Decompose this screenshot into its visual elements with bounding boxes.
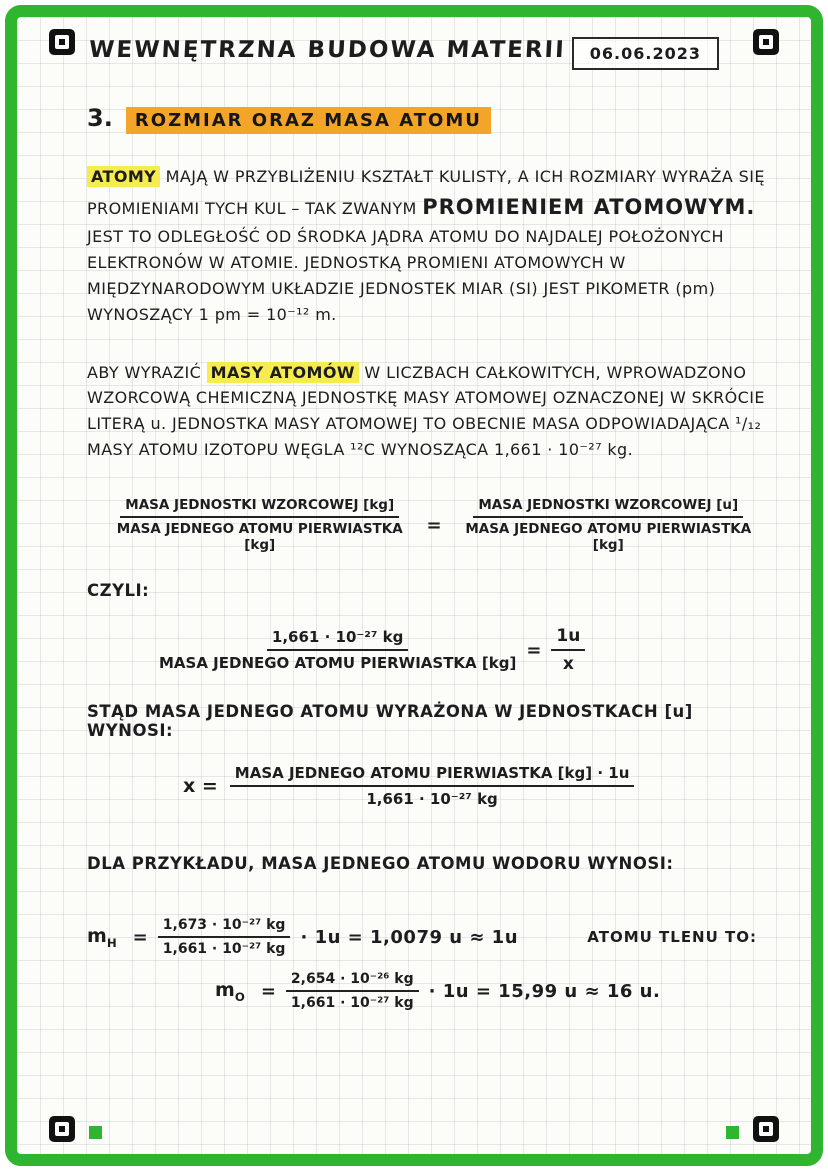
equation-oxygen-mass — [215, 971, 765, 1011]
variable-mO — [215, 979, 245, 1004]
term-promien-atomowy: PROMIENIEM ATOMOWYM. — [422, 194, 756, 219]
equals-sign: = — [426, 514, 442, 536]
green-square-bottom-left — [89, 1126, 102, 1139]
fraction-left-numerator: MASA JEDNOSTKI WZORCOWEJ [kg] — [120, 497, 399, 518]
fraction-left-denominator: MASA JEDNEGO ATOMU PIERWIASTKA [kg] — [159, 654, 517, 673]
variable-base: m — [215, 978, 235, 1001]
fraction-right — [452, 497, 765, 553]
qr-corner-bottom-right-icon — [753, 1116, 779, 1142]
fraction-right-numerator: 1u — [551, 626, 585, 651]
czyli-label: CZYLI: — [87, 581, 150, 601]
section-title-highlight: ROZMIAR ORAZ MASA ATOMU — [126, 107, 491, 134]
qr-corner-bottom-left-icon — [49, 1116, 75, 1142]
fraction — [158, 917, 291, 957]
variable-subscript: H — [106, 935, 117, 950]
fraction-left-numerator: 1,661 · 10⁻²⁷ kg — [267, 628, 408, 651]
fraction-numerator: 1,673 · 10⁻²⁷ kg — [158, 917, 291, 938]
section-heading — [87, 104, 765, 132]
equals-sign: = — [260, 980, 276, 1002]
fraction-left — [159, 628, 516, 672]
paragraph-atomic-radius — [87, 164, 765, 328]
equals-sign: = — [526, 639, 542, 661]
fraction — [286, 971, 419, 1011]
green-square-bottom-right — [726, 1126, 739, 1139]
fraction-right-denominator: MASA JEDNEGO ATOMU PIERWIASTKA [kg] — [465, 521, 752, 554]
notebook-page — [5, 5, 823, 1166]
fraction-denominator: 1,661 · 10⁻²⁷ kg — [366, 790, 498, 809]
oxygen-side-note: ATOMU TLENU TO: — [587, 928, 757, 947]
equation-result: · 1u = 15,99 u ≈ 16 u. — [428, 980, 661, 1002]
equation-result: · 1u = 1,0079 u ≈ 1u — [300, 926, 519, 948]
fraction — [230, 764, 635, 808]
highlight-atomy: ATOMY — [87, 166, 160, 187]
fraction-numerator: MASA JEDNEGO ATOMU PIERWIASTKA [kg] · 1u — [230, 764, 635, 787]
fraction-right-denominator: x — [562, 654, 574, 675]
equation-x-formula — [183, 764, 765, 808]
variable-base: m — [87, 924, 107, 947]
equation-lhs: x = — [183, 775, 218, 798]
paragraph2-text-2: W LICZBACH CAŁKOWITYCH, WPROWADZONO WZORCOWĄ CHEMICZNĄ JEDNOSTKĘ MASY ATOMOWEJ OZNACZONEJ W SKRÓCIE LITERĄ u. JEDNOSTKA MASY ATOMOWEJ TO OBECNIE MASA ODPOWIADAJĄCA ¹/₁₂ MASY ATOMU IZOTOPU WĘGLA ¹²C WYNOSZĄCA 1,661 · 10⁻²⁷ kg. — [87, 362, 765, 460]
section-number: 3. — [87, 104, 113, 132]
fraction-denominator: 1,661 · 10⁻²⁷ kg — [290, 995, 414, 1012]
page-header — [17, 17, 811, 70]
equals-sign: = — [132, 926, 148, 948]
fraction-right-numerator: MASA JEDNOSTKI WZORCOWEJ [u] — [473, 497, 743, 518]
dla-line: DLA PRZYKŁADU, MASA JEDNEGO ATOMU WODORU WYNOSI: — [87, 854, 674, 874]
fraction-numerator: 2,654 · 10⁻²⁶ kg — [286, 971, 419, 992]
notes-content — [17, 104, 811, 1011]
qr-corner-top-left-icon — [49, 29, 75, 55]
equation-unit-ratio — [159, 626, 765, 674]
equation-mass-ratio — [103, 497, 765, 553]
paragraph2-text-1: ABY WYRAZIĆ — [87, 362, 207, 382]
date-box: 06.06.2023 — [572, 37, 719, 70]
fraction-left — [103, 497, 416, 553]
paragraph-atomic-mass-unit — [87, 360, 765, 464]
paragraph1-text-1: MAJĄ W PRZYBLIŻENIU KSZTAŁT KULISTY, A ICH ROZMIARY WYRAŻA SIĘ PROMIENIAMI TYCH KUL – TAK ZWANYM — [87, 167, 765, 218]
fraction-denominator: 1,661 · 10⁻²⁷ kg — [162, 941, 286, 958]
variable-subscript: O — [234, 989, 245, 1004]
equation-hydrogen-mass — [87, 917, 765, 957]
fraction-right — [551, 626, 585, 674]
fraction-left-denominator: MASA JEDNEGO ATOMU PIERWIASTKA [kg] — [116, 521, 403, 554]
stad-line: STĄD MASA JEDNEGO ATOMU WYRAŻONA W JEDNOSTKACH [u] WYNOSI: — [87, 702, 693, 741]
variable-mH — [87, 925, 117, 950]
qr-corner-top-right-icon — [753, 29, 779, 55]
paragraph1-text-2: JEST TO ODLEGŁOŚĆ OD ŚRODKA JĄDRA ATOMU DO NAJDALEJ POŁOŻONYCH ELEKTRONÓW W ATOMIE. JEDNOSTKĄ PROMIENI ATOMOWYCH W MIĘDZYNARODOWYM UKŁADZIE JEDNOSTEK MIAR (SI) JEST PIKOMETR (pm) WYNOSZĄCY 1 pm = 10⁻¹² m. — [87, 226, 724, 324]
page-title: WEWNĘTRZNA BUDOWA MATERII — [88, 37, 567, 63]
highlight-masy-atomow: MASY ATOMÓW — [207, 362, 359, 383]
